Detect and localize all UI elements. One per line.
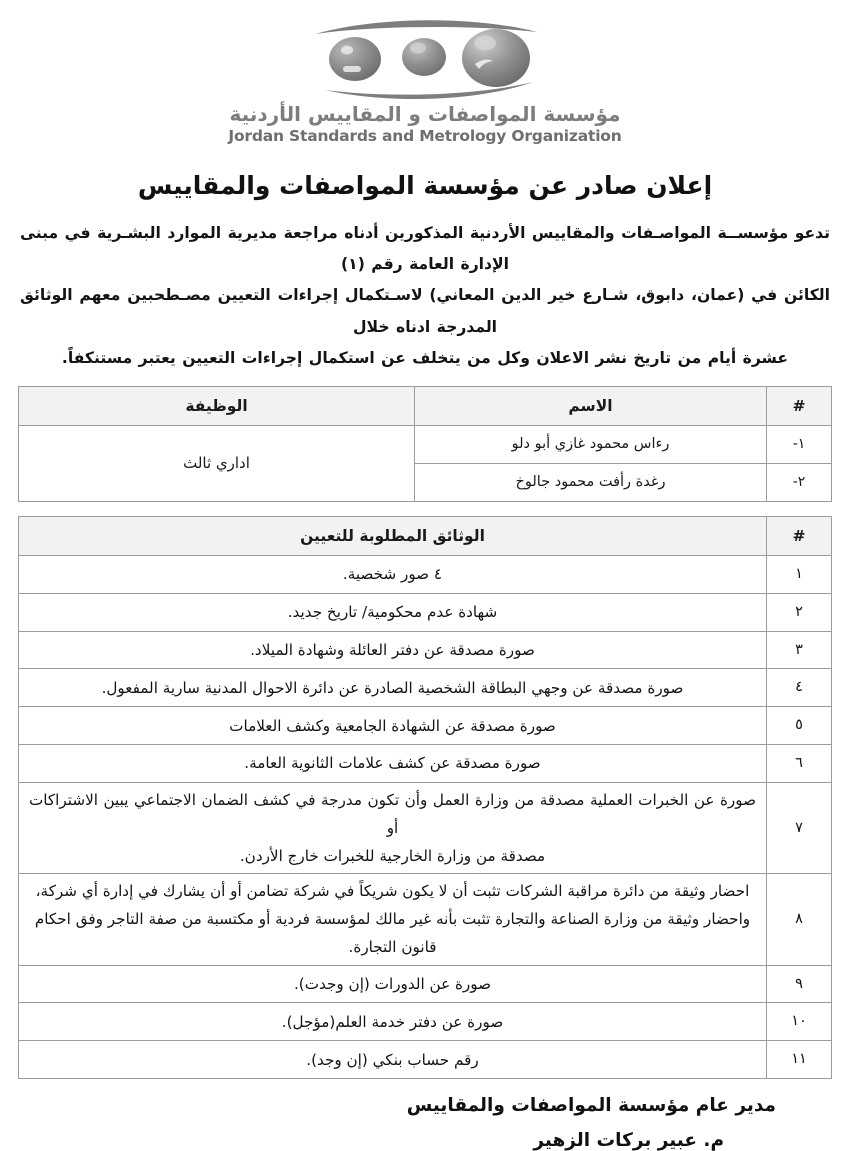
document-number: ٨	[767, 874, 832, 965]
document-number: ٤	[767, 669, 832, 707]
candidates-table-head	[19, 386, 832, 425]
document-description-line: واحضار وثيقة من وزارة الصناعة والتجارة تثبت بأنه غير مالك لمؤسسة فردية أو مكتسبة من صفة التاجر وفق احكام	[34, 910, 751, 929]
jsmo-logo-mark-icon	[299, 12, 551, 100]
table-row	[19, 707, 832, 745]
table-row	[19, 1041, 832, 1079]
document-description-line: مصدقة من وزارة الخارجية للخبرات خارج الأردن.	[239, 847, 546, 866]
candidate-number: ٢-	[767, 463, 832, 501]
document-number: ١	[767, 555, 832, 593]
column-header-job: الوظيفة	[19, 386, 415, 425]
document-description-line: رقم حساب بنكي (إن وجد).	[306, 1050, 479, 1069]
table-row	[19, 965, 832, 1003]
logo-arabic-name: مؤسسة المواصفات و المقاييس الأردنية	[229, 102, 621, 126]
signature-block	[18, 1095, 832, 1151]
document-description-line: قانون التجارة.	[348, 938, 437, 957]
document-description	[19, 874, 767, 965]
document-description-line: صورة مصدقة عن وجهي البطاقة الشخصية الصادرة عن دائرة الاحوال المدنية سارية المفعول.	[101, 678, 684, 697]
logo-english-name: Jordan Standards and Metrology Organization	[228, 127, 622, 145]
table-row	[19, 669, 832, 707]
column-header-number: #	[767, 516, 832, 555]
candidate-name: رءاس محمود غازي أبو دلو	[415, 425, 767, 463]
signature-role: مدير عام مؤسسة المواصفات والمقاييس	[406, 1095, 776, 1116]
document-description	[19, 1041, 767, 1079]
page-title: إعلان صادر عن مؤسسة المواصفات والمقاييس	[137, 171, 713, 200]
document-number: ٩	[767, 965, 832, 1003]
intro-line-2: الكائن في (عمان، دابوق، شـارع خير الدين المعاني) لاسـتكمال إجراءات التعيين مصـطحبين معهم الوثائق المدرجة ادناه خلال	[20, 286, 830, 336]
documents-table-head	[19, 516, 832, 555]
table-row	[19, 782, 832, 873]
document-number: ٣	[767, 631, 832, 669]
document-number: ٢	[767, 593, 832, 631]
document-description	[19, 669, 767, 707]
table-row	[19, 874, 832, 965]
document-description-line: صورة مصدقة عن كشف علامات الثانوية العامة.	[244, 754, 541, 773]
document-number: ٧	[767, 782, 832, 873]
document-description	[19, 707, 767, 745]
column-header-name: الاسم	[415, 386, 767, 425]
required-documents-table	[18, 516, 832, 1079]
document-number: ١١	[767, 1041, 832, 1079]
candidate-number: ١-	[767, 425, 832, 463]
table-row	[19, 1003, 832, 1041]
candidates-table	[18, 386, 832, 502]
document-description-line: صورة مصدقة عن الشهادة الجامعية وكشف العلامات	[229, 716, 556, 735]
documents-table-body	[19, 555, 832, 1078]
candidate-name: رغدة رأفت محمود جالوخ	[415, 463, 767, 501]
table-row	[19, 555, 832, 593]
intro-line-3: عشرة أيام من تاريخ نشر الاعلان وكل من يتخلف عن استكمال إجراءات التعيين يعتبر مستنكفاً.	[61, 348, 789, 367]
document-description-line: صورة مصدقة عن دفتر العائلة وشهادة الميلاد.	[250, 640, 535, 659]
document-description	[19, 631, 767, 669]
document-description-line: صورة عن الدورات (إن وجدت).	[293, 974, 491, 993]
column-header-documents: الوثائق المطلوبة للتعيين	[19, 516, 767, 555]
document-description	[19, 1003, 767, 1041]
document-description-line: صورة عن الخبرات العملية مصدقة من وزارة العمل وأن تكون مدرجة في كشف الضمان الاجتماعي يبين الاشتراكات أو	[29, 790, 756, 837]
document-description	[19, 782, 767, 873]
table-header-row	[19, 516, 832, 555]
document-number: ١٠	[767, 1003, 832, 1041]
document-description-line: شهادة عدم محكومية/ تاريخ جديد.	[287, 603, 498, 622]
document-description	[19, 965, 767, 1003]
table-row	[19, 745, 832, 783]
candidates-table-body	[19, 425, 832, 501]
document-number: ٥	[767, 707, 832, 745]
column-header-number: #	[767, 386, 832, 425]
organization-logo-block	[18, 0, 832, 145]
document-description	[19, 745, 767, 783]
table-row	[19, 425, 832, 463]
table-row	[19, 631, 832, 669]
document-description-line: ٤ صور شخصية.	[342, 565, 443, 584]
document-description-line: صورة عن دفتر خدمة العلم(مؤجل).	[281, 1012, 504, 1031]
document-number: ٦	[767, 745, 832, 783]
intro-line-1: تدعو مؤسســة المواصـفات والمقاييس الأردنية المذكورين أدناه مراجعة مديرية الموارد البشـرية في مبنى الإدارة العامة رقم (١)	[20, 224, 830, 274]
table-header-row	[19, 386, 832, 425]
document-description-line: احضار وثيقة من دائرة مراقبة الشركات تثبت أن لا يكون شريكاً في شركة تضامن أو أن يشارك في إدارة أي شركة،	[35, 882, 750, 901]
signature-name: م. عبير بركات الزهير	[533, 1130, 724, 1151]
intro-paragraph	[20, 218, 830, 374]
table-row	[19, 593, 832, 631]
candidate-job-title: اداري ثالث	[19, 425, 415, 501]
document-description	[19, 555, 767, 593]
document-description	[19, 593, 767, 631]
